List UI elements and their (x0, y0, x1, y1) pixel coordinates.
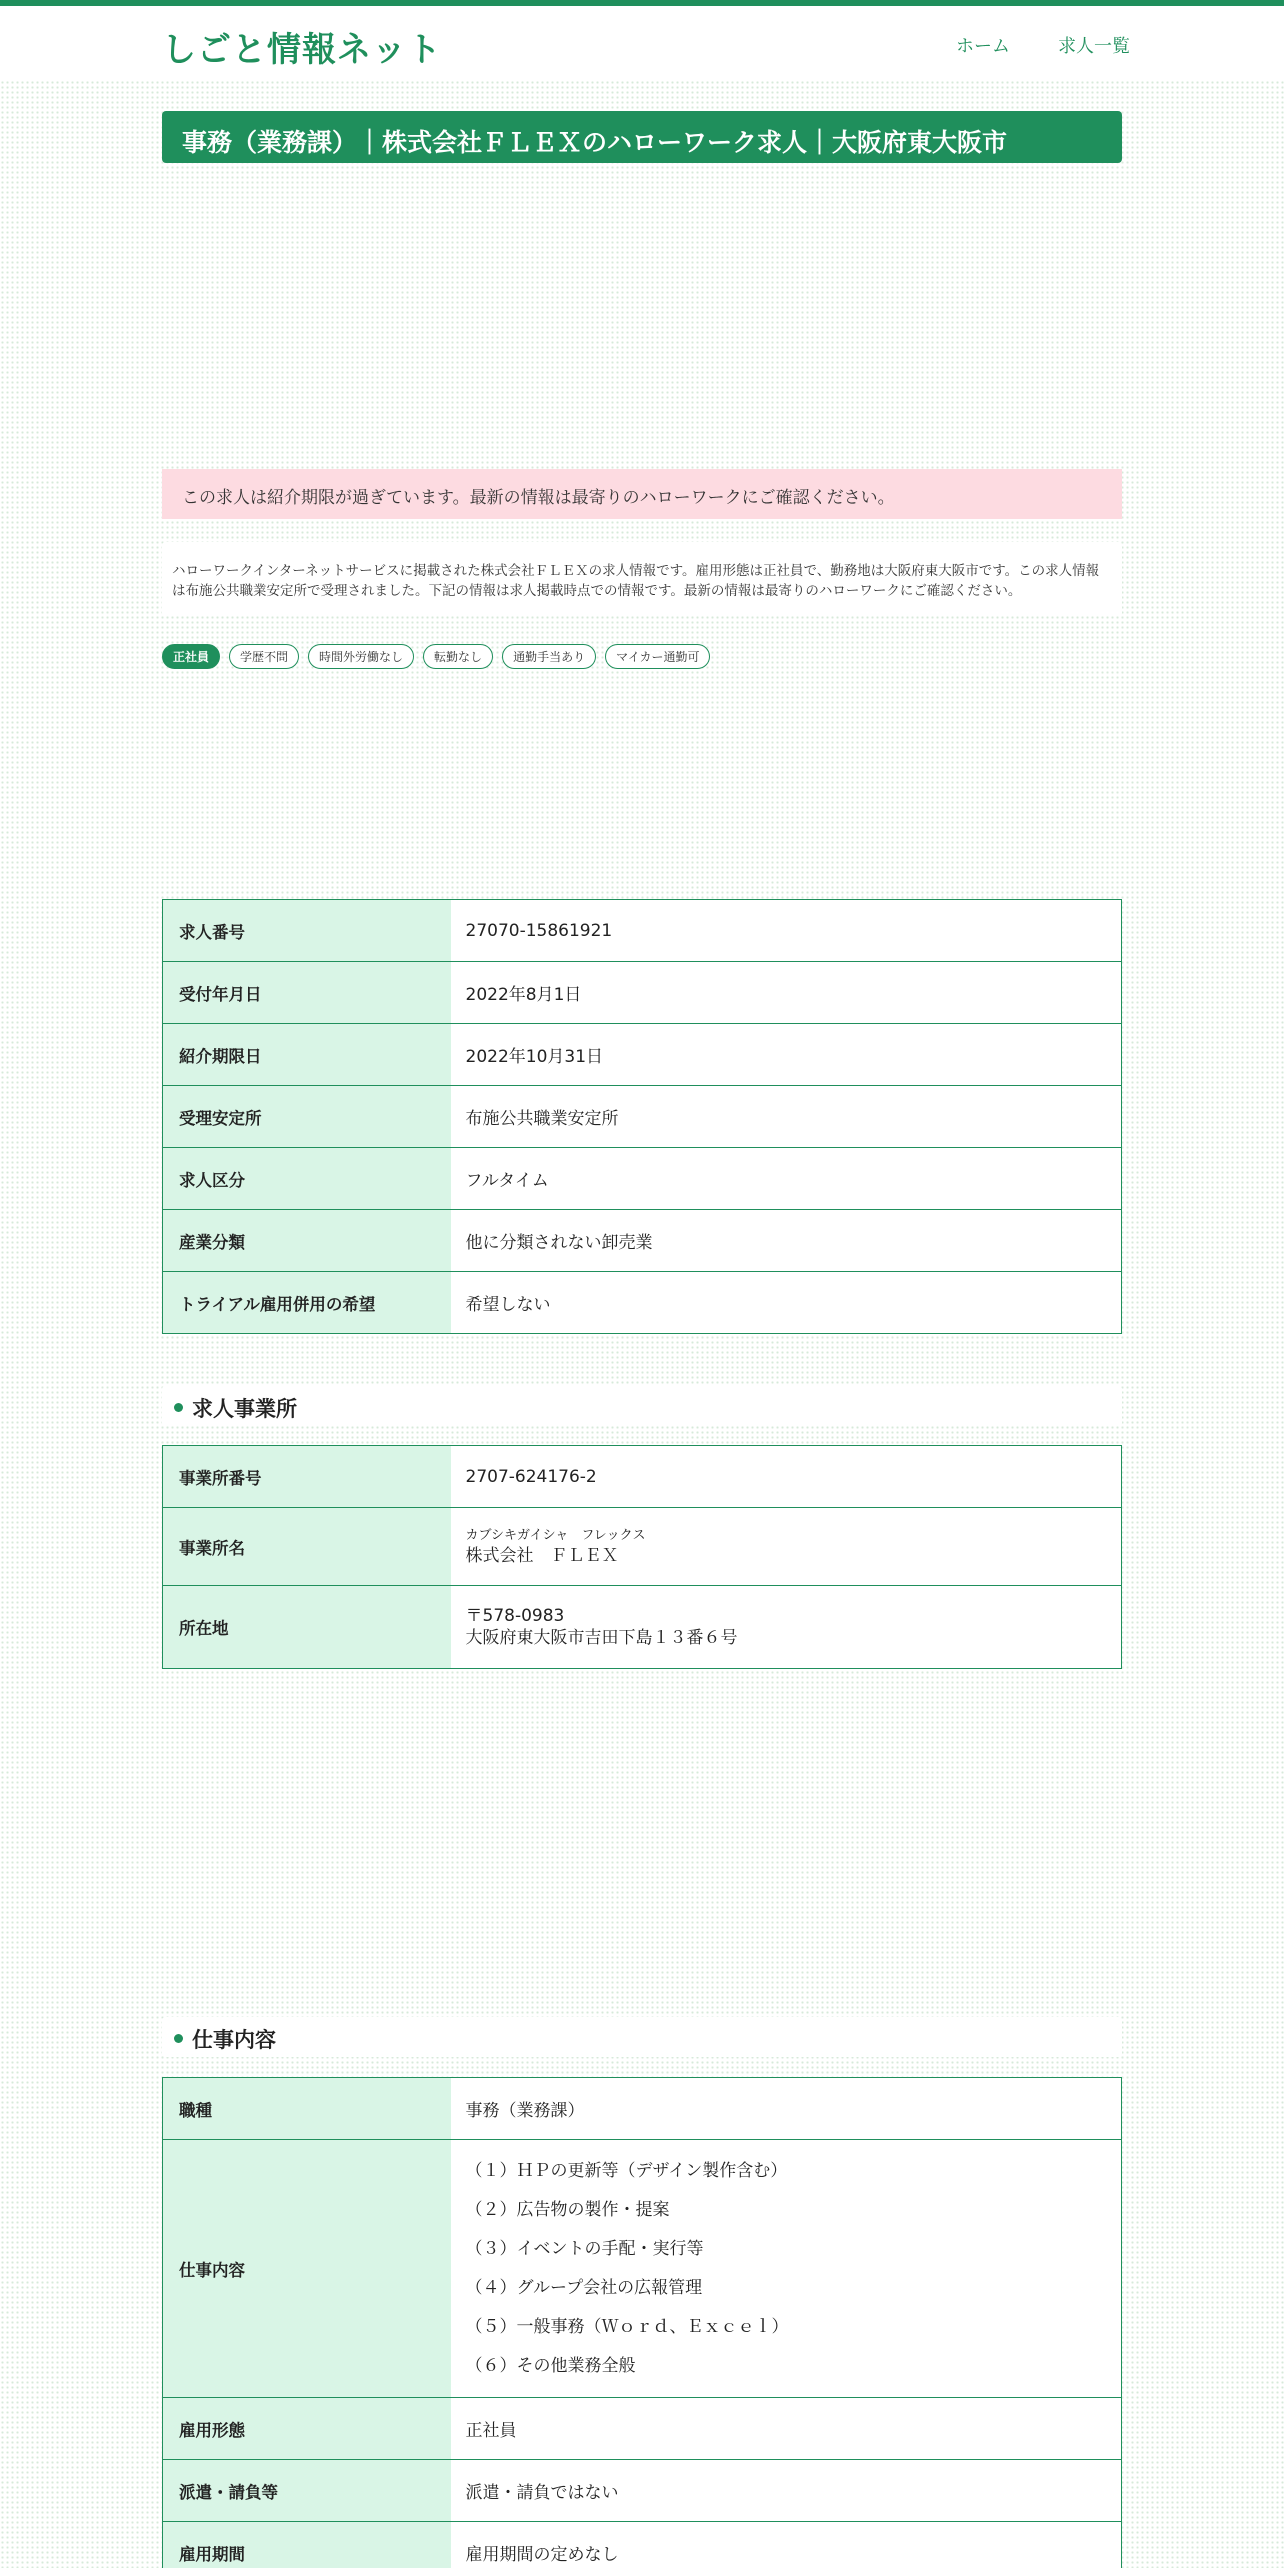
row-label: 事業所番号 (163, 1446, 451, 1508)
table-row (163, 1446, 1122, 1508)
office-name-cell (451, 1508, 1122, 1586)
table-row (163, 2522, 1122, 2568)
duty-item: （４）グループ会社の広報管理 (465, 2277, 703, 2298)
postal-code: 〒578-0983 (465, 1606, 565, 1626)
job-section-title: 仕事内容 (192, 2028, 276, 2052)
row-value: 2022年10月31日 (451, 1024, 1122, 1086)
table-row (163, 962, 1122, 1024)
tag-item: 学歴不問 (229, 644, 299, 669)
intro-text: ハローワークインターネットサービスに掲載された株式会社ＦＬＥＸの求人情報です。雇用形態は正社員で、勤務地は大阪府東大阪市です。この求人情報は布施公共職業安定所で受理されました。下記の情報は求人掲載時点での情報です。最新の情報は最寄りのハローワークにご確認ください。 (162, 542, 1122, 616)
table-row (163, 1508, 1122, 1586)
row-label: 雇用形態 (163, 2398, 451, 2460)
tag-item: マイカー通勤可 (605, 644, 710, 669)
row-label: 求人区分 (163, 1148, 451, 1210)
table-row (163, 2078, 1122, 2140)
tag-item: 転勤なし (423, 644, 493, 669)
row-value: 2022年8月1日 (451, 962, 1122, 1024)
row-label: 事業所名 (163, 1508, 451, 1586)
row-value: フルタイム (451, 1148, 1122, 1210)
row-label: 受付年月日 (163, 962, 451, 1024)
duties-cell (451, 2140, 1122, 2398)
duty-item: （１）ＨＰの更新等（デザイン製作含む） (465, 2160, 788, 2181)
office-name-kana: カブシキガイシャ フレックス (465, 1527, 646, 1543)
expired-notice: この求人は紹介期限が過ぎています。最新の情報は最寄りのハローワークにご確認ください。 (162, 469, 1122, 519)
tag-item: 時間外労働なし (308, 644, 414, 669)
duty-item: （２）広告物の製作・提案 (465, 2199, 670, 2220)
office-section-heading (162, 1386, 1122, 1426)
row-value: 他に分類されない卸売業 (451, 1210, 1122, 1272)
row-label: 職種 (163, 2078, 451, 2140)
table-row (163, 1272, 1122, 1334)
row-label: 受理安定所 (163, 1086, 451, 1148)
table-row (163, 1148, 1122, 1210)
job-table (162, 2077, 1122, 2568)
row-value: 布施公共職業安定所 (451, 1086, 1122, 1148)
table-row (163, 2460, 1122, 2522)
occupation: 事務（業務課） (465, 2101, 585, 2121)
office-number: 2707-624176-2 (465, 1466, 597, 1487)
table-row (163, 900, 1122, 962)
row-label: 所在地 (163, 1586, 451, 1669)
row-label: 求人番号 (163, 900, 451, 962)
tag-list (162, 644, 710, 669)
row-value: 希望しない (451, 1272, 1122, 1334)
office-address-cell (451, 1586, 1122, 1669)
row-label: 紹介期限日 (163, 1024, 451, 1086)
job-section-heading (162, 2017, 1122, 2057)
row-value: 27070-15861921 (465, 920, 613, 941)
employment-type: 正社員 (451, 2398, 1122, 2460)
table-row (163, 1586, 1122, 1669)
row-label: 雇用期間 (163, 2522, 451, 2568)
basic-info-table (162, 899, 1122, 1334)
row-label: 産業分類 (163, 1210, 451, 1272)
row-label: トライアル雇用併用の希望 (163, 1272, 451, 1334)
duty-item: （３）イベントの手配・実行等 (465, 2238, 704, 2259)
employment-period: 雇用期間の定めなし (451, 2522, 1122, 2568)
office-name: 株式会社 ＦＬＥＸ (465, 1545, 619, 1566)
office-address: 大阪府東大阪市吉田下島１３番６号 (465, 1628, 738, 1648)
nav-home-link[interactable]: ホーム (956, 36, 1010, 57)
dispatch-type: 派遣・請負ではない (451, 2460, 1122, 2522)
page-title: 事務（業務課）｜株式会社ＦＬＥＸのハローワーク求人｜大阪府東大阪市 (162, 111, 1122, 163)
row-label: 派遣・請負等 (163, 2460, 451, 2522)
site-logo[interactable]: しごと情報ネット (162, 30, 442, 70)
tag-item: 正社員 (162, 644, 220, 669)
table-row (163, 1086, 1122, 1148)
table-row (163, 2140, 1122, 2398)
office-table (162, 1445, 1122, 1669)
site-header (0, 6, 1284, 80)
row-label: 仕事内容 (163, 2140, 451, 2398)
table-row (163, 2398, 1122, 2460)
table-row (163, 1024, 1122, 1086)
nav-jobs-link[interactable]: 求人一覧 (1058, 36, 1130, 57)
bullet-icon (174, 2034, 183, 2043)
tag-item: 通勤手当あり (502, 644, 596, 669)
bullet-icon (174, 1403, 183, 1412)
office-section-title: 求人事業所 (192, 1397, 297, 1421)
duty-item: （６）その他業務全般 (465, 2355, 636, 2376)
table-row (163, 1210, 1122, 1272)
duty-item: （５）一般事務（Ｗｏｒｄ、Ｅｘｃｅｌ） (465, 2316, 789, 2337)
